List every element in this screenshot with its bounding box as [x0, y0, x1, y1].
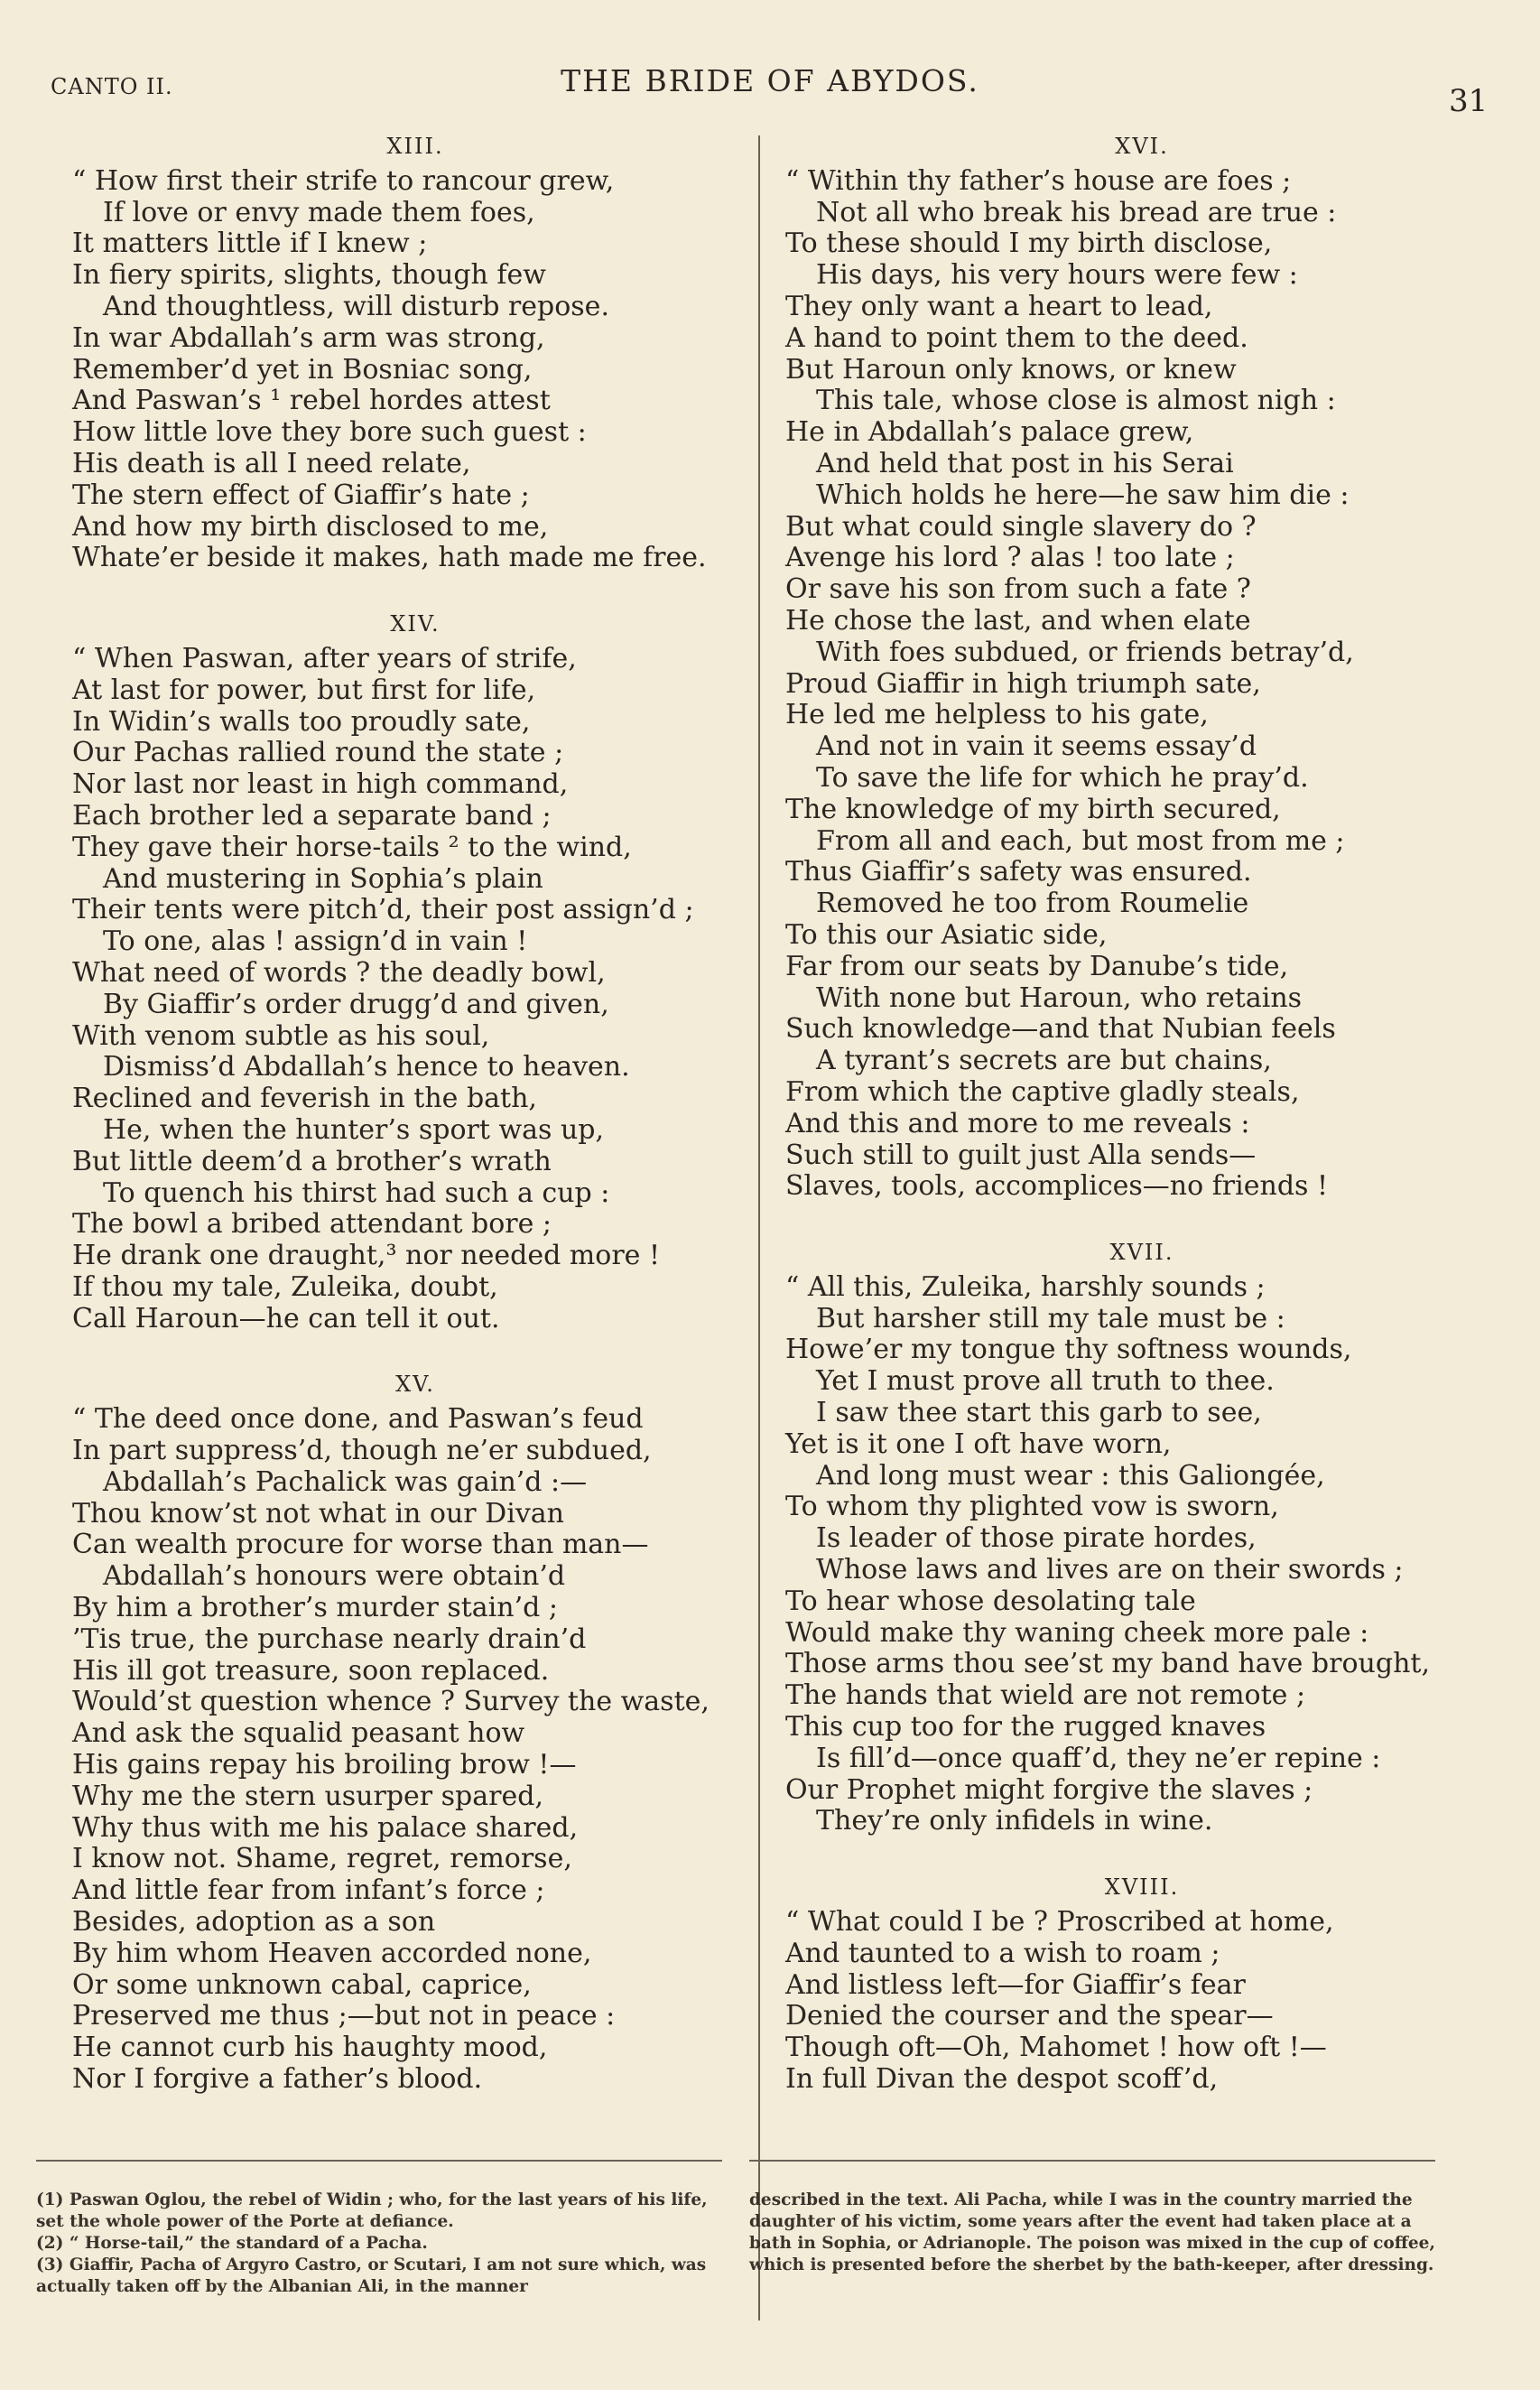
footnote-rule-left: [36, 2160, 722, 2162]
verse-line: And Paswan’s ¹ rebel hordes attest: [72, 385, 551, 417]
footnotes-left: [36, 2190, 722, 2298]
verse-line: Slaves, tools, accomplices—no friends !: [785, 1170, 1329, 1203]
verse-line: This cup too for the rugged knaves: [785, 1711, 1266, 1744]
page-number: 31: [1449, 83, 1489, 119]
verse-line: And taunted to a wish to roam ;: [785, 1937, 1220, 1969]
verse-line: “ Within thy father’s house are foes ;: [785, 164, 1292, 197]
verse-line: Such knowledge—and that Nubian feels: [785, 1013, 1336, 1046]
verse-line: To this our Asiatic side,: [785, 918, 1108, 951]
verse-line: I know not. Shame, regret, remorse,: [72, 1843, 572, 1875]
verse-line: He chose the last, and when elate: [785, 604, 1251, 637]
verse-line: Each brother led a separate band ;: [72, 799, 552, 832]
column-divider: [758, 135, 760, 2320]
verse-line: “ All this, Zuleika, harshly sounds ;: [785, 1270, 1266, 1303]
stanza-number: XVIII.: [1104, 1874, 1180, 1901]
footnote: (2) “ Horse-tail,” the standard of a Pacha.: [36, 2234, 428, 2253]
footnote: described in the text. Ali Pacha, while I was in the country married the daughter of his victim, some years after the event had taken place at a bath in Sophia, or Adrianople. The poison was mixed in the cup of coffee, which is presented before the sherbet by the bath-keeper, after dressing.: [749, 2190, 1435, 2274]
verse-line: He cannot curb his haughty mood,: [72, 2032, 548, 2064]
verse-line: His death is all I need relate,: [72, 447, 471, 479]
verse-line: His days, his very hours were few :: [816, 259, 1298, 292]
verse-line: ’Tis true, the purchase nearly drain’d: [72, 1623, 587, 1655]
verse-line: With venom subtle as his soul,: [72, 1019, 490, 1052]
verse-line: Abdallah’s Pachalick was gain’d :—: [103, 1465, 588, 1498]
verse-line: But what could single slavery do ?: [785, 510, 1257, 543]
verse-line: He, when the hunter’s sport was up,: [103, 1113, 604, 1146]
verse-line: A tyrant’s secrets are but chains,: [816, 1045, 1272, 1077]
verse-line: And little fear from infant’s force ;: [72, 1874, 545, 1907]
verse-line: They only want a heart to lead,: [785, 290, 1213, 322]
verse-line: The bowl a bribed attendant bore ;: [72, 1208, 552, 1241]
verse-line: And how my birth disclosed to me,: [72, 510, 549, 543]
verse-line: By him a brother’s murder stain’d ;: [72, 1592, 558, 1624]
left-column: [72, 131, 722, 2130]
verse-line: By Giaffir’s order drugg’d and given,: [103, 988, 609, 1020]
verse-line: Would’st question whence ? Survey the waste,: [72, 1686, 710, 1718]
verse-line: Or save his son from such a fate ?: [785, 573, 1251, 606]
verse-line: If thou my tale, Zuleika, doubt,: [72, 1270, 498, 1303]
verse-line: “ What could I be ? Proscribed at home,: [785, 1906, 1334, 1939]
verse-line: Whate’er beside it makes, hath made me free.: [72, 542, 707, 574]
verse-line: With foes subdued, or friends betray’d,: [816, 636, 1354, 668]
verse-line: To these should I my birth disclose,: [785, 228, 1273, 260]
verse-line: Proud Giaffir in high triumph sate,: [785, 667, 1261, 700]
verse-line: He drank one draught,³ nor needed more !: [72, 1240, 661, 1272]
verse-line: His ill got treasure, soon replaced.: [72, 1654, 550, 1687]
verse-line: Reclined and feverish in the bath,: [72, 1083, 537, 1115]
verse-line: Why me the stern usurper spared,: [72, 1780, 543, 1812]
page-header: [0, 63, 1540, 119]
verse-line: At last for power, but first for life,: [72, 674, 536, 706]
verse-line: He led me helpless to his gate,: [785, 699, 1209, 731]
verse-line: To one, alas ! assign’d in vain !: [103, 925, 528, 958]
stanza: [72, 1369, 722, 2095]
verse-line: Call Haroun—he can tell it out.: [72, 1302, 500, 1334]
verse-line: And this and more to me reveals :: [785, 1107, 1250, 1139]
verse-line: In Widin’s walls too proudly sate,: [72, 705, 531, 738]
verse-line: Is fill’d—once quaff’d, they ne’er repine :: [816, 1742, 1381, 1774]
verse-line: Nor I forgive a father’s blood.: [72, 2063, 483, 2096]
canto-label: CANTO II.: [51, 74, 173, 99]
verse-line: Howe’er my tongue thy softness wounds,: [785, 1334, 1352, 1366]
verse-line: Which holds he here—he saw him die :: [816, 479, 1350, 511]
verse-line: “ When Paswan, after years of strife,: [72, 642, 577, 674]
stanza: [72, 131, 722, 574]
verse-line: Is leader of those pirate hordes,: [816, 1522, 1257, 1555]
verse-line: The stern effect of Giaffir’s hate ;: [72, 479, 530, 511]
verse-line: Besides, adoption as a son: [72, 1906, 436, 1939]
verse-line: His gains repay his broiling brow !—: [72, 1749, 577, 1781]
verse-line: Thou know’st not what in our Divan: [72, 1497, 564, 1530]
verse-line: To quench his thirst had such a cup :: [103, 1176, 610, 1209]
verse-line: How little love they bore such guest :: [72, 416, 587, 449]
stanza-number: XVI.: [1115, 134, 1169, 159]
verse-line: In war Abdallah’s arm was strong,: [72, 321, 545, 354]
verse-line: And mustering in Sophia’s plain: [103, 862, 543, 895]
stanza: [785, 1237, 1498, 1837]
verse-line: From which the captive gladly steals,: [785, 1075, 1300, 1108]
verse-line: And held that post in his Serai: [816, 447, 1234, 479]
verse-line: They’re only infidels in wine.: [816, 1805, 1213, 1837]
verse-line: In full Divan the despot scoff’d,: [785, 2063, 1219, 2096]
verse-line: And not in vain it seems essay’d: [816, 730, 1257, 763]
verse-line: From all and each, but most from me ;: [816, 824, 1345, 857]
verse-line: But little deem’d a brother’s wrath: [72, 1145, 552, 1177]
verse-line: Far from our seats by Danube’s tide,: [785, 950, 1289, 982]
verse-line: Whose laws and lives are on their swords ;: [816, 1554, 1404, 1586]
stanza: [72, 609, 722, 1334]
verse-line: Our Pachas rallied round the state ;: [72, 737, 564, 769]
verse-line: Thus Giaffir’s safety was ensured.: [785, 856, 1252, 888]
verse-line: Such still to guilt just Alla sends—: [785, 1139, 1257, 1171]
verse-line: They gave their horse-tails ² to the wind,: [72, 831, 632, 863]
verse-line: Nor last nor least in high command,: [72, 768, 569, 801]
stanza-number: XIV.: [390, 611, 441, 637]
verse-line: Why thus with me his palace shared,: [72, 1811, 579, 1844]
verse-line: Preserved me thus ;—but not in peace :: [72, 2000, 616, 2032]
verse-line: And thoughtless, will disturb repose.: [103, 290, 609, 322]
verse-line: Or some unknown cabal, caprice,: [72, 1968, 532, 2001]
verse-line: I saw thee start this garb to see,: [816, 1397, 1262, 1429]
verse-line: In part suppress’d, though ne’er subdued,: [72, 1435, 652, 1467]
verse-line: If love or envy made them foes,: [103, 196, 535, 228]
verse-line: In fiery spirits, slights, though few: [72, 259, 546, 292]
verse-line: But harsher still my tale must be :: [816, 1302, 1285, 1334]
verse-line: He in Abdallah’s palace grew,: [785, 416, 1194, 449]
verse-line: “ How first their strife to rancour grew,: [72, 164, 615, 197]
stanza-number: XIII.: [386, 134, 444, 159]
footnotes-right: [749, 2190, 1453, 2276]
verse-line: Removed he too from Roumelie: [816, 888, 1249, 920]
stanza: [785, 1872, 1498, 2096]
verse-line: And listless left—for Giaffir’s fear: [785, 1968, 1246, 2001]
verse-line: Not all who break his bread are true :: [816, 196, 1337, 228]
verse-line: Their tents were pitch’d, their post assign’d ;: [72, 894, 694, 926]
right-column: [785, 131, 1498, 2130]
verse-line: And long must wear : this Galiongée,: [816, 1459, 1325, 1492]
verse-line: Though oft—Oh, Mahomet ! how oft !—: [785, 2032, 1327, 2064]
verse-line: The hands that wield are not remote ;: [785, 1679, 1306, 1712]
verse-line: To whom thy plighted vow is sworn,: [785, 1491, 1279, 1523]
stanza: [785, 131, 1498, 1203]
verse-line: To hear whose desolating tale: [785, 1585, 1196, 1617]
verse-line: Dismiss’d Abdallah’s hence to heaven.: [103, 1051, 630, 1083]
verse-line: And ask the squalid peasant how: [72, 1717, 525, 1750]
verse-line: With none but Haroun, who retains: [816, 981, 1303, 1014]
verse-line: What need of words ? the deadly bowl,: [72, 956, 606, 989]
verse-line: “ The deed once done, and Paswan’s feud: [72, 1403, 644, 1436]
verse-line: Avenge his lord ? alas ! too late ;: [785, 542, 1235, 574]
verse-line: To save the life for which he pray’d.: [816, 761, 1309, 794]
verse-line: Abdallah’s honours were obtain’d: [103, 1560, 566, 1593]
verse-line: Yet I must prove all truth to thee.: [816, 1365, 1275, 1398]
verse-line: By him whom Heaven accorded none,: [72, 1937, 592, 1969]
verse-line: Our Prophet might forgive the slaves ;: [785, 1773, 1313, 1806]
verse-line: Remember’d yet in Bosniac song,: [72, 353, 533, 386]
verse-line: Denied the courser and the spear—: [785, 2000, 1274, 2032]
verse-line: Would make thy waning cheek more pale :: [785, 1616, 1369, 1649]
stanza-number: XVII.: [1109, 1240, 1174, 1266]
verse-line: Those arms thou see’st my band have brought,: [785, 1648, 1430, 1680]
verse-line: A hand to point them to the deed.: [785, 321, 1248, 354]
page-title: THE BRIDE OF ABYDOS.: [561, 63, 979, 98]
verse-line: The knowledge of my birth secured,: [785, 793, 1281, 825]
verse-line: This tale, whose close is almost nigh :: [816, 385, 1336, 417]
verse-line: Can wealth procure for worse than man—: [72, 1529, 649, 1561]
verse-line: It matters little if I knew ;: [72, 228, 428, 260]
stanza-number: XV.: [395, 1372, 435, 1398]
verse-line: Yet is it one I oft have worn,: [785, 1427, 1172, 1460]
footnote: (1) Paswan Oglou, the rebel of Widin ; who, for the last years of his life, set the whole power of the Porte at defiance.: [36, 2190, 708, 2231]
footnote: (3) Giaffir, Pacha of Argyro Castro, or Scutari, I am not sure which, was actually taken off by the Albanian Ali, in the manner: [36, 2255, 707, 2296]
footnote-rule-right: [749, 2160, 1435, 2162]
verse-line: But Haroun only knows, or knew: [785, 353, 1237, 386]
